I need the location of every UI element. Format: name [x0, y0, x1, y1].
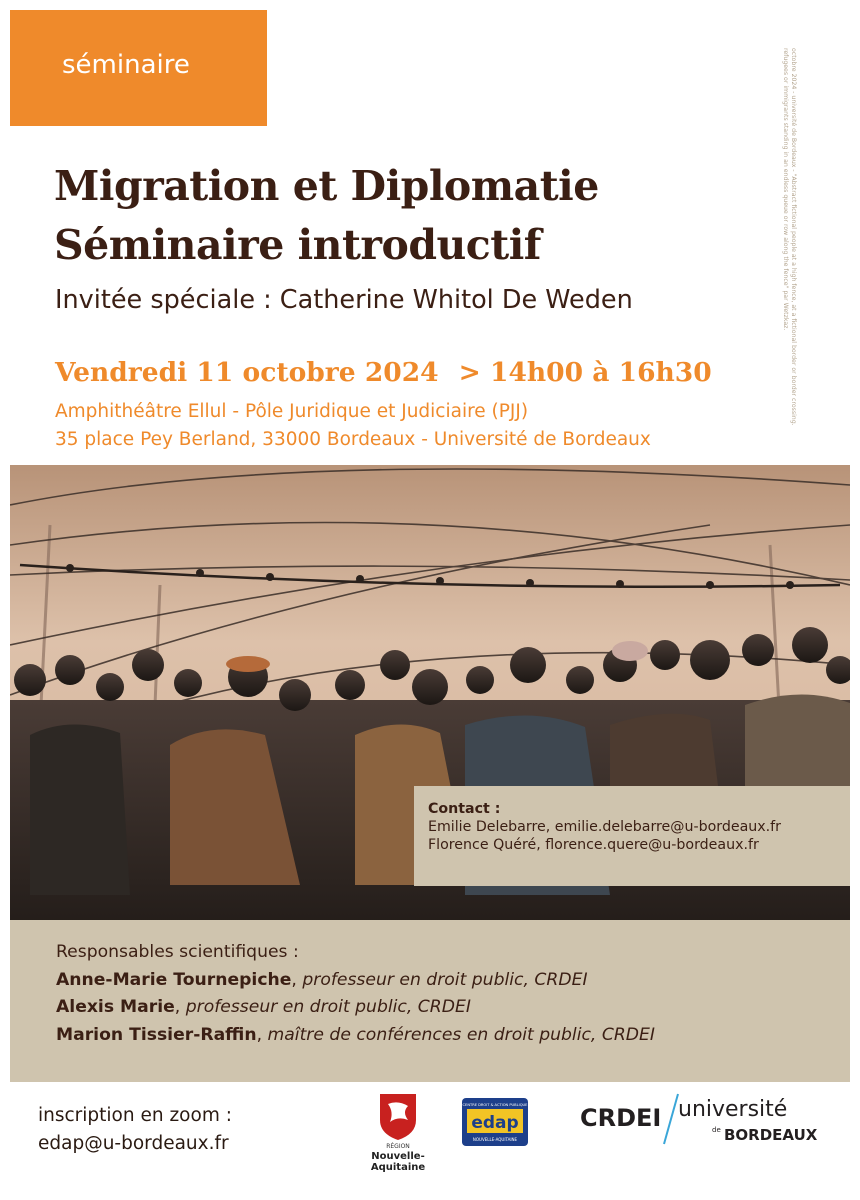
- univ-logo-city: BORDEAUX: [724, 1126, 818, 1144]
- organizer-item: Marion Tissier-Raffin, maître de conférences en droit public, CRDEI: [56, 1024, 655, 1045]
- organizers-label: Responsables scientifiques :: [56, 942, 299, 962]
- special-guest: Invitée spéciale : Catherine Whitol De Weden: [55, 285, 633, 315]
- univ-logo-de: de: [712, 1126, 721, 1134]
- border-fence-photo: [10, 465, 850, 970]
- edap-logo-top: CENTRE DROIT & ACTION PUBLIQUE: [462, 1103, 528, 1107]
- contact-panel: [414, 786, 850, 886]
- edap-logo-name: edap: [471, 1113, 519, 1133]
- crdei-logo-text: CRDEI: [580, 1104, 662, 1132]
- organizer-role: maître de conférences en droit public, CRDEI: [267, 1024, 655, 1045]
- organizer-name: Alexis Marie: [56, 997, 175, 1017]
- edap-logo-bottom: NOUVELLE-AQUITAINE: [472, 1137, 518, 1142]
- contact-entry-2[interactable]: Florence Quéré, florence.quere@u-bordeaux.fr: [428, 837, 759, 853]
- crowd-illustration: [10, 465, 850, 970]
- organizer-item: Alexis Marie, professeur en droit public, CRDEI: [56, 997, 471, 1017]
- image-credit-line1: octobre 2024 - université de Bordeaux - "Abstract fictional people at a high fence, at a fictional border or border crossing.: [790, 48, 797, 426]
- venue-address: 35 place Pey Berland, 33000 Bordeaux - Université de Bordeaux: [55, 429, 651, 450]
- organizers-panel: [10, 920, 850, 1082]
- event-time: > 14h00 à 16h30: [458, 357, 712, 388]
- contact-entry-1[interactable]: Emilie Delebarre, emilie.delebarre@u-bordeaux.fr: [428, 819, 781, 835]
- region-logo-name1: Nouvelle-: [371, 1151, 425, 1162]
- organizer-item: Anne-Marie Tournepiche, professeur en droit public, CRDEI: [56, 969, 588, 990]
- organizer-name: Anne-Marie Tournepiche: [56, 969, 292, 990]
- registration-email[interactable]: edap@u-bordeaux.fr: [38, 1133, 229, 1154]
- seminar-badge: [10, 10, 267, 126]
- organizer-role: professeur en droit public, CRDEI: [302, 969, 588, 990]
- event-title: Migration et Diplomatie: [54, 162, 599, 210]
- organizer-role: professeur en droit public, CRDEI: [185, 997, 471, 1017]
- event-date: Vendredi 11 octobre 2024: [55, 357, 439, 388]
- region-nouvelle-aquitaine-logo: [352, 1090, 444, 1174]
- organizer-name: Marion Tissier-Raffin: [56, 1024, 257, 1045]
- univ-logo-word: université: [678, 1097, 788, 1122]
- registration-label: inscription en zoom :: [38, 1105, 232, 1126]
- edap-logo: [462, 1098, 528, 1146]
- region-logo-top: RÉGION: [386, 1143, 410, 1150]
- event-datetime: [55, 357, 712, 388]
- registration-info: [38, 1102, 232, 1158]
- crdei-universite-bordeaux-logo: [578, 1086, 818, 1148]
- image-credit: [781, 48, 797, 458]
- event-subtitle: Séminaire introductif: [54, 221, 541, 269]
- region-logo-name2: Aquitaine: [370, 1162, 426, 1173]
- venue-room: Amphithéâtre Ellul - Pôle Juridique et Judiciaire (PJJ): [55, 401, 529, 422]
- contact-label: Contact :: [428, 801, 501, 817]
- image-credit-line2: refugees or immigrants standing in an endless queue or row along the fence" par Wetzkaz.: [782, 48, 789, 331]
- seminar-badge-label: séminaire: [62, 50, 190, 80]
